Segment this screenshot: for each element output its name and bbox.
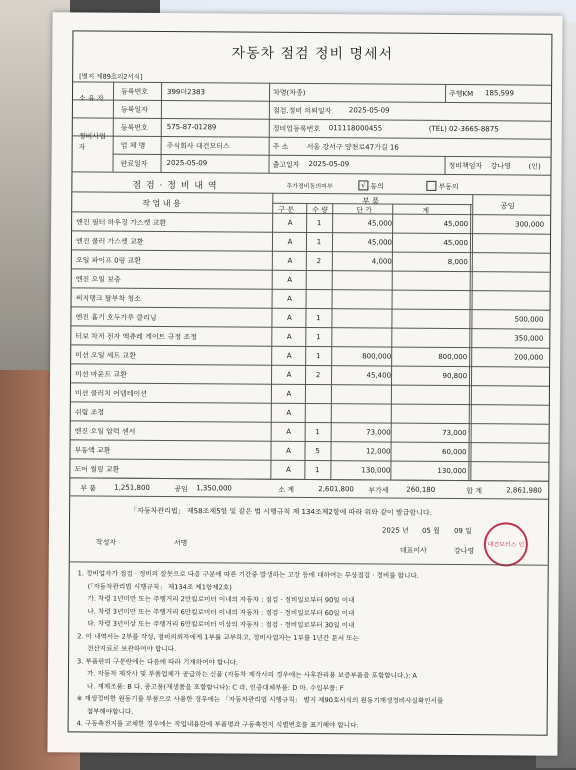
note-line: 2. 이 내역서는 2부를 작성, 점비의뢰자에게 1부를 교부하고, 정비사업자는 1부를 1년간 문서 또는	[77, 630, 359, 642]
cell-qty: 2	[307, 371, 329, 379]
col-type: 구 분	[278, 205, 294, 215]
vat-value: 260,180	[406, 486, 435, 494]
manager-value: 강나영	[490, 161, 510, 171]
sign-label: 서명	[174, 538, 188, 548]
cell-sum: 800,000	[393, 353, 467, 362]
mileage-label: 주행KM	[449, 89, 473, 99]
total-labor-label: 공임	[174, 484, 188, 494]
total-parts-label: 부 품	[80, 483, 96, 493]
cell-work: 미션 클러치 어댑테이션	[75, 388, 267, 399]
invoice-paper	[47, 12, 562, 756]
note-line: 가. 차령 1년미만 또는 주행거리 2만킬로미터 이내의 자동차 : 점검 · 정비일로부터 90일 이내	[87, 592, 354, 604]
car-name-label: 차명(차종)	[273, 88, 306, 98]
manager-label: 정비책임자	[448, 161, 482, 171]
col-work: 작 업 내 용	[142, 198, 181, 209]
cell-sum: 8,000	[394, 258, 468, 267]
cell-sum	[393, 334, 467, 335]
disagree-label: 부동의	[438, 182, 458, 192]
company-stamp	[484, 522, 528, 566]
cell-type: A	[277, 447, 301, 455]
cell-work: 엔진 흡기 호두가루 클리닝	[75, 312, 267, 323]
note-line: 1. 정비업자가 점검 · 정비의 잘못으로 다음 구분에 따른 기간중 발생하는 고장 등에 대하여는 무상점검 · 정비를 합니다.	[78, 567, 419, 579]
note-line: ※ 재생정비한 원동기를 부품으로 사용한 경우에는 「자동차관리법 시행규칙」 별지 제90호서식의 원동기재생정비사실확인서를	[77, 692, 444, 705]
statement-year: 2025 년	[382, 526, 409, 536]
cell-type: A	[277, 371, 301, 379]
cell-labor: 500,000	[475, 315, 543, 323]
cell-type: A	[277, 428, 301, 436]
cell-unit: 45,000	[334, 219, 392, 227]
doc-title: 자동차 점검 정비 명세서	[73, 41, 551, 64]
col-parts: 부 품	[362, 195, 379, 206]
shop-reg-no-value: 011118000455	[329, 124, 383, 132]
details-table	[73, 31, 551, 34]
cell-sum: 90,800	[393, 372, 467, 381]
cell-unit: 12,000	[333, 447, 391, 455]
request-date-label: 점검.정비 의뢰일자	[273, 106, 332, 116]
cell-type: A	[278, 295, 302, 303]
cell-sum: 45,000	[394, 239, 468, 248]
company-label: 업 체 명	[121, 141, 146, 151]
subtotal-value: 2,601,800	[318, 485, 354, 493]
consent-label: 추가정비동의여부	[286, 181, 332, 190]
agree-label: 동의	[370, 181, 384, 191]
biz-no-label: 등록번호	[121, 123, 148, 133]
cell-sum: 130,000	[392, 467, 466, 476]
shop-tel: (TEL) 02-3665-8875	[429, 125, 499, 133]
cell-qty: 1	[306, 466, 328, 474]
address-value: 서울 강서구 양천로47가길 16	[307, 142, 399, 153]
cell-sum	[394, 296, 468, 297]
cell-unit: 130,000	[332, 466, 390, 474]
cell-sum	[393, 410, 467, 411]
notes-section	[73, 31, 551, 34]
cell-labor: 350,000	[475, 334, 543, 342]
cell-work: 미션 마운트 교환	[75, 369, 267, 380]
note-line: 4. 구동축전지를 교체한 경우에는 작업내용란에 부품명과 구동축전지 식별번호를 표기해야 합니다.	[77, 717, 359, 729]
stamp-text: 대건모터스 인	[488, 541, 525, 548]
ceo-label: 대표이사	[400, 546, 427, 556]
cell-work: 터보 차저 전자 액츄레 게이트 규정 조정	[75, 331, 267, 342]
note-line: 3. 부품란의 구분란에는 다음에 따라 기재하여야 합니다.	[77, 655, 238, 666]
total-label: 합 계	[466, 486, 482, 496]
mileage-value: 185,599	[485, 89, 514, 97]
cell-qty: 1	[307, 314, 329, 322]
address-label: 주 소	[273, 142, 289, 152]
reg-no-label: 등록번호	[121, 87, 148, 97]
cell-labor: 200,000	[475, 353, 543, 361]
col-unit: 단 가	[356, 205, 372, 215]
biz-no-value: 575-87-01289	[167, 123, 217, 131]
cell-unit: 45,000	[334, 238, 392, 246]
cell-type: A	[276, 466, 300, 474]
cell-type: A	[278, 238, 302, 246]
owner-label: 소 유 자	[79, 93, 104, 103]
cell-work: 엔진 쿨러 가스켓 교환	[76, 236, 268, 247]
cell-type: A	[278, 257, 302, 265]
cell-qty: 1	[307, 333, 329, 341]
request-date-value: 2025-05-09	[349, 106, 390, 114]
cell-type: A	[277, 390, 301, 398]
cell-unit: 800,000	[333, 352, 391, 360]
form-number: [별지 제89호의2서식]	[79, 71, 143, 80]
invoice-frame	[68, 30, 553, 735]
ceo-name: 강나영	[454, 546, 474, 556]
cell-sum	[393, 315, 467, 316]
cell-work: 미션 오일 세트 교환	[75, 350, 267, 361]
cell-sum	[393, 391, 467, 392]
cell-work: 엔진 필터 하우징 가스켓 교환	[76, 217, 268, 228]
cell-sum: 73,000	[393, 429, 467, 438]
cell-work: 써지탱크 탈부착 청소	[76, 293, 268, 304]
cell-qty: 1	[308, 238, 330, 246]
total-value: 2,861,980	[506, 486, 542, 494]
cell-type: A	[277, 409, 301, 417]
total-labor-value: 1,350,000	[196, 484, 232, 492]
note-line: 다. 차령 3년이상 또는 주행거리 6만킬로미터 이상의 자동차 : 점검 · 정비일로부터 30일 이내	[87, 617, 354, 629]
cell-work: 쉬림 조정	[75, 407, 267, 418]
note-line: 나. 차령 3년미만 또는 주행거리 6만킬로미터 이내의 자동차 : 점검 · 정비일로부터 60일 이내	[87, 605, 354, 617]
manager-seal: (인)	[528, 162, 540, 172]
disagree-checkbox[interactable]	[426, 181, 436, 191]
shop-reg-no-label: 정비업등록번호	[273, 124, 320, 134]
col-sum: 계	[422, 206, 429, 216]
done-date-value: 2025-05-09	[167, 159, 208, 167]
done-date-label: 완료일자	[120, 159, 147, 169]
cell-work: 엔진 오일 압력 센서	[75, 426, 267, 437]
note-line: (「자동차관리법 시행규칙」 제134조 제1항제2호)	[88, 580, 232, 591]
cell-work: 도어 씰링 교환	[74, 464, 266, 475]
shop-label: 정비사업자	[79, 131, 111, 153]
cell-unit: 4,000	[334, 257, 392, 265]
reg-no-value: 399더2383	[167, 87, 205, 97]
cell-type: A	[278, 276, 302, 284]
cell-labor: 300,000	[476, 220, 544, 228]
note-line: 전산자료로 보관하여야 합니다.	[87, 642, 176, 653]
cell-qty: 5	[307, 447, 329, 455]
out-date-value: 2025-05-09	[309, 160, 350, 168]
out-date-label: 출고일자	[272, 160, 299, 170]
cell-work: 부동액 교환	[74, 445, 266, 456]
cell-type: A	[277, 333, 301, 341]
cell-qty: 1	[307, 428, 329, 436]
total-parts-value: 1,251,800	[114, 484, 150, 492]
col-labor: 공임	[500, 200, 515, 211]
agree-checkbox[interactable]: √	[358, 180, 368, 190]
statement-day: 09 일	[454, 526, 472, 536]
subtotal-label: 소 계	[278, 485, 294, 495]
statement-month: 05 월	[422, 526, 440, 536]
cell-type: A	[278, 219, 302, 227]
cell-qty: 1	[308, 219, 330, 227]
col-qty: 수 량	[312, 205, 328, 215]
cell-qty: 2	[308, 257, 330, 265]
cell-work: 오일 파이프 0링 교환	[76, 255, 268, 266]
statement-text: 「자동차관리법」 제58조제5항 및 같은 법 시행규칙 제 134조제2항에 따라 위와 같이 발급합니다.	[130, 506, 432, 518]
cell-unit: 73,000	[333, 428, 391, 436]
vat-label: 부가세	[368, 485, 388, 495]
cell-type: A	[277, 314, 301, 322]
cell-work: 엔진 오일 보충	[76, 274, 268, 285]
note-line: 가. 자동차 제작사 및 부품업체가 공급하는 신품 (자동차 제작사의 경우에는 사후관리용 보증부품을 포함합니다.): A	[87, 667, 417, 679]
cell-sum: 45,000	[394, 220, 468, 229]
note-line: 첨부해야합니다.	[87, 705, 134, 715]
details-heading: 점 검 · 정 비 내 역	[132, 178, 217, 192]
note-line: 나. 재제조품: B 다. 중고품(재생품을 포함합니다): C 라. 인증대체부품: D 마. 수입부품: F	[87, 680, 344, 692]
reg-date-label: 등록일자	[121, 105, 148, 115]
writer-label: 작성자	[96, 538, 116, 548]
cell-unit: 45,400	[333, 371, 391, 379]
company-value: 주식회사 대건모터스	[167, 141, 230, 151]
cell-sum: 60,000	[393, 448, 467, 457]
cell-qty: 1	[307, 352, 329, 360]
cell-type: A	[277, 352, 301, 360]
cell-sum	[394, 277, 468, 278]
